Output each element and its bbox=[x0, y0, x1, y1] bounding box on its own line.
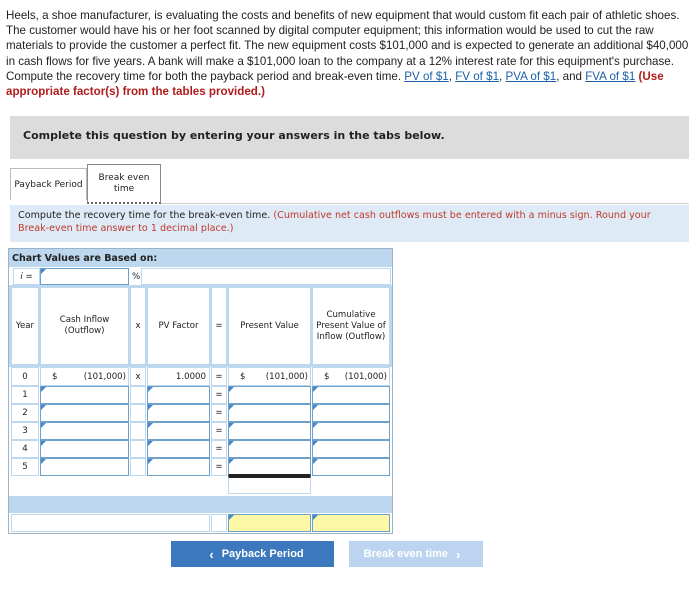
chevron-left-icon: ‹ bbox=[209, 546, 214, 562]
cumulative-pv-input-4[interactable] bbox=[312, 440, 390, 458]
pv-of-1-link[interactable]: PV of $1 bbox=[404, 69, 449, 83]
pv-factor-input-4[interactable] bbox=[147, 440, 210, 458]
link-separator: , bbox=[448, 69, 456, 83]
year-0: 0 bbox=[11, 367, 39, 386]
instruction-note: (Cumulative net cash outflows must be entered with a minus sign. Round your Break-even time answer to 1 decimal place.) bbox=[18, 210, 651, 234]
cash-flow-input-5[interactable] bbox=[40, 458, 129, 476]
cash-flow-input-4[interactable] bbox=[40, 440, 129, 458]
present-value-input-3[interactable] bbox=[228, 422, 311, 440]
equals-5: = bbox=[211, 458, 227, 476]
present-value-0-value: (101,000) bbox=[265, 371, 308, 382]
present-value-input-2[interactable] bbox=[228, 404, 311, 422]
equals-3: = bbox=[211, 422, 227, 440]
header-cash-flow: Cash Inflow (Outflow) bbox=[40, 287, 129, 365]
cumulative-pv-0-value: (101,000) bbox=[344, 371, 387, 382]
tab-payback-period[interactable] bbox=[10, 168, 87, 200]
header-present-value: Present Value bbox=[228, 287, 311, 365]
cumulative-pv-input-5[interactable] bbox=[312, 458, 390, 476]
dollar-sign: $ bbox=[52, 371, 58, 382]
percent-sign: % bbox=[132, 271, 141, 282]
interest-rate-input[interactable] bbox=[40, 268, 129, 285]
cash-flow-0-value: (101,000) bbox=[83, 371, 126, 382]
cumulative-pv-0 bbox=[312, 367, 390, 386]
instructions bbox=[10, 205, 689, 242]
tab-break-even-time[interactable] bbox=[87, 164, 161, 204]
equals-2: = bbox=[211, 404, 227, 422]
header-pv-factor: PV Factor bbox=[147, 287, 210, 365]
blank-cell bbox=[141, 268, 391, 285]
cash-flow-input-3[interactable] bbox=[40, 422, 129, 440]
present-value-0 bbox=[228, 367, 311, 386]
tab-payback-label: Payback Period bbox=[14, 180, 83, 190]
header-equals: = bbox=[211, 287, 227, 365]
present-value-input-5[interactable] bbox=[228, 458, 311, 476]
dollar-sign: $ bbox=[324, 371, 330, 382]
cumulative-pv-input-2[interactable] bbox=[312, 404, 390, 422]
break-even-worksheet bbox=[8, 248, 393, 534]
equals-4: = bbox=[211, 440, 227, 458]
dollar-sign: $ bbox=[240, 371, 246, 382]
question-banner bbox=[10, 116, 689, 159]
blank-cell bbox=[130, 422, 146, 440]
separator-band bbox=[9, 496, 392, 513]
year-4: 4 bbox=[11, 440, 39, 458]
fv-of-1-link[interactable]: FV of $1 bbox=[455, 69, 500, 83]
pv-factor-input-1[interactable] bbox=[147, 386, 210, 404]
blank-cell bbox=[11, 514, 210, 532]
blank-cell bbox=[228, 476, 311, 494]
pv-factor-0: 1.0000 bbox=[147, 367, 210, 386]
year-5: 5 bbox=[11, 458, 39, 476]
blank-cell bbox=[130, 440, 146, 458]
year-2: 2 bbox=[11, 404, 39, 422]
cash-flow-0 bbox=[40, 367, 129, 386]
times-0: x bbox=[130, 367, 146, 386]
problem-text bbox=[6, 8, 690, 99]
year-1: 1 bbox=[11, 386, 39, 404]
link-separator: , and bbox=[556, 69, 586, 83]
break-even-label-input[interactable] bbox=[228, 514, 311, 532]
blank-cell bbox=[130, 386, 146, 404]
banner-text: Complete this question by entering your answers in the tabs below. bbox=[23, 129, 445, 142]
header-cumulative-pv: Cumulative Present Value of Inflow (Outflow) bbox=[312, 287, 390, 365]
blank-cell bbox=[130, 404, 146, 422]
previous-tab-label: Payback Period bbox=[221, 548, 304, 560]
tab-divider bbox=[161, 203, 689, 204]
fva-of-1-link[interactable]: FVA of $1 bbox=[585, 69, 636, 83]
tab-breakeven-label-line2: time bbox=[113, 184, 135, 194]
instruction-main: Compute the recovery time for the break-even time. bbox=[18, 210, 271, 221]
pv-factor-input-2[interactable] bbox=[147, 404, 210, 422]
year-3: 3 bbox=[11, 422, 39, 440]
header-year: Year bbox=[11, 287, 39, 365]
equals-1: = bbox=[211, 386, 227, 404]
requirement-note: (Use appropriate factor(s) from the tables provided.) bbox=[6, 69, 664, 99]
blank-cell bbox=[211, 514, 227, 532]
cash-flow-input-2[interactable] bbox=[40, 404, 129, 422]
link-separator: , bbox=[499, 69, 506, 83]
next-tab-button[interactable] bbox=[349, 541, 483, 567]
next-tab-label: Break even time bbox=[363, 548, 449, 560]
header-times: x bbox=[130, 287, 146, 365]
interest-rate-label: i = bbox=[13, 268, 40, 285]
present-value-input-1[interactable] bbox=[228, 386, 311, 404]
blank-cell bbox=[130, 458, 146, 476]
worksheet-caption: Chart Values are Based on: bbox=[9, 249, 392, 267]
break-even-time-input[interactable] bbox=[312, 514, 390, 532]
problem-body: Heels, a shoe manufacturer, is evaluating the costs and benefits of new equipment that would custom fit each pair of athletic shoes. The customer would have his or her foot scanned by digital computer equipment; this information would be used to cut the raw materials to provide the customer a perfect fit. The new equipment costs $101,000 and is expected to generate an additional $40,000 in cash flows for five years. A bank will make a $101,000 loan to the company at a 12% interest rate for this equipment's purchase. Compute the recovery time for both the payback period and break-even time. bbox=[6, 9, 689, 83]
previous-tab-button[interactable] bbox=[171, 541, 334, 567]
tab-breakeven-label-line1: Break even bbox=[98, 173, 150, 183]
chevron-right-icon: › bbox=[456, 546, 461, 562]
cash-flow-input-1[interactable] bbox=[40, 386, 129, 404]
pv-factor-input-5[interactable] bbox=[147, 458, 210, 476]
pv-factor-input-3[interactable] bbox=[147, 422, 210, 440]
cumulative-pv-input-1[interactable] bbox=[312, 386, 390, 404]
cumulative-pv-input-3[interactable] bbox=[312, 422, 390, 440]
present-value-input-4[interactable] bbox=[228, 440, 311, 458]
pva-of-1-link[interactable]: PVA of $1 bbox=[505, 69, 557, 83]
equals-0: = bbox=[211, 367, 227, 386]
